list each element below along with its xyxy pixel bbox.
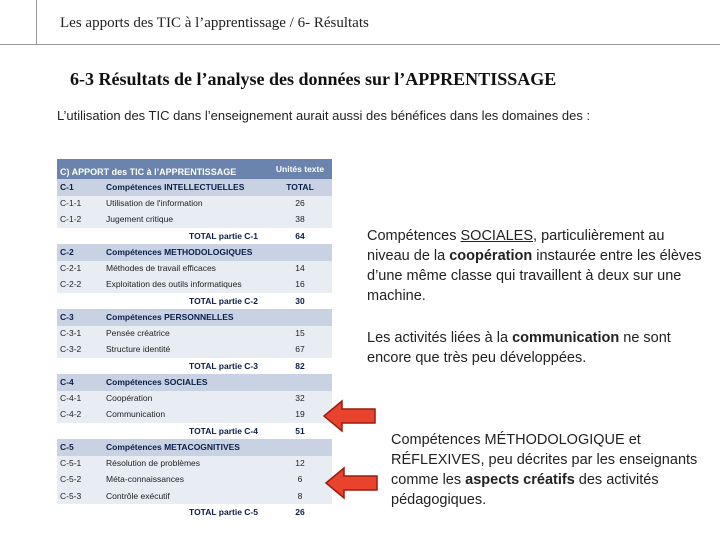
- row-label: Compétences SOCIALES: [103, 374, 268, 390]
- row-value: [268, 244, 332, 260]
- row-value: 19: [268, 407, 332, 423]
- row-value: 26: [268, 196, 332, 212]
- row-label: Coopération: [103, 391, 268, 407]
- row-value: 12: [268, 456, 332, 472]
- total-row: [57, 358, 332, 374]
- row-value: 14: [268, 261, 332, 277]
- row-label: Compétences PERSONNELLES: [103, 309, 268, 325]
- row-code: C-3-2: [57, 342, 103, 358]
- row-label: Compétences METACOGNITIVES: [103, 439, 268, 455]
- results-table: [57, 159, 332, 521]
- table-row: [57, 407, 332, 423]
- row-value: TOTAL: [268, 179, 332, 195]
- row-label: Communication: [103, 407, 268, 423]
- row-value: 38: [268, 212, 332, 228]
- slide-header-title: Les apports des TIC à l’apprentissage / 6- Résultats: [60, 15, 369, 31]
- table-row: [57, 277, 332, 293]
- total-label: TOTAL partie C-1: [57, 228, 268, 244]
- table-row: [57, 391, 332, 407]
- row-label: Compétences INTELLECTUELLES: [103, 179, 268, 195]
- row-label: Résolution de problèmes: [103, 456, 268, 472]
- table-row: [57, 261, 332, 277]
- row-value: 26: [268, 504, 332, 520]
- row-label: Utilisation de l'information: [103, 196, 268, 212]
- arrow-left-icon: [322, 398, 378, 434]
- table-row: [57, 456, 332, 472]
- header-vertical-rule: [36, 0, 37, 44]
- row-label: Contrôle exécutif: [103, 488, 268, 504]
- category-row: [57, 179, 332, 195]
- row-value: 15: [268, 326, 332, 342]
- row-label: Exploitation des outils informatiques: [103, 277, 268, 293]
- table-title: C) APPORT des TIC à l’APPRENTISSAGE: [57, 159, 268, 179]
- row-code: C-4: [57, 374, 103, 390]
- total-row: [57, 504, 332, 520]
- row-code: C-2: [57, 244, 103, 260]
- row-value: 8: [268, 488, 332, 504]
- note-communication: Les activités liées à la communication ne sont encore que très peu développées.: [367, 330, 671, 366]
- row-value: 30: [268, 293, 332, 309]
- row-code: C-1: [57, 179, 103, 195]
- row-label: Structure identité: [103, 342, 268, 358]
- total-row: [57, 293, 332, 309]
- unit-header: Unités texte: [268, 159, 332, 179]
- row-value: 6: [268, 472, 332, 488]
- row-code: C-5-1: [57, 456, 103, 472]
- arrow-left-icon: [324, 465, 380, 501]
- table-row: [57, 212, 332, 228]
- table-row: [57, 342, 332, 358]
- total-label: TOTAL partie C-3: [57, 358, 268, 374]
- row-label: Méthodes de travail efficaces: [103, 261, 268, 277]
- total-row: [57, 423, 332, 439]
- table-header-row: [57, 159, 332, 179]
- table-row: [57, 196, 332, 212]
- category-row: [57, 244, 332, 260]
- table-row: [57, 472, 332, 488]
- row-code: C-4-2: [57, 407, 103, 423]
- row-code: C-3-1: [57, 326, 103, 342]
- section-title: 6-3 Résultats de l’analyse des données sur l’APPRENTISSAGE: [70, 69, 557, 89]
- row-code: C-2-1: [57, 261, 103, 277]
- row-label: Compétences METHODOLOGIQUES: [103, 244, 268, 260]
- total-label: TOTAL partie C-2: [57, 293, 268, 309]
- total-label: TOTAL partie C-5: [57, 504, 268, 520]
- row-code: C-3: [57, 309, 103, 325]
- row-label: Pensée créatrice: [103, 326, 268, 342]
- row-code: C-4-1: [57, 391, 103, 407]
- note-sociales: Compétences SOCIALES, particulièrement au niveau de la coopération instaurée entre les élèves d’une même classe qui travaillent à deux sur une machine.: [367, 228, 702, 304]
- category-row: [57, 374, 332, 390]
- total-row: [57, 228, 332, 244]
- table-row: [57, 488, 332, 504]
- row-code: C-1-2: [57, 212, 103, 228]
- row-value: 32: [268, 391, 332, 407]
- category-row: [57, 439, 332, 455]
- row-label: Méta-connaissances: [103, 472, 268, 488]
- table-row: [57, 326, 332, 342]
- row-code: C-1-1: [57, 196, 103, 212]
- note-methodologique: Compétences MÉTHODOLOGIQUE et RÉFLEXIVES, peu décrites par les enseignants comme les aspects créatifs des activités pédagogiques.: [391, 432, 698, 508]
- row-code: C-2-2: [57, 277, 103, 293]
- total-label: TOTAL partie C-4: [57, 423, 268, 439]
- category-row: [57, 309, 332, 325]
- row-code: C-5-3: [57, 488, 103, 504]
- row-code: C-5: [57, 439, 103, 455]
- row-value: [268, 439, 332, 455]
- row-value: 16: [268, 277, 332, 293]
- row-value: 64: [268, 228, 332, 244]
- row-value: [268, 374, 332, 390]
- intro-text: L’utilisation des TIC dans l’enseignement aurait aussi des bénéfices dans les domaines des :: [57, 108, 591, 123]
- row-value: 67: [268, 342, 332, 358]
- row-label: Jugement critique: [103, 212, 268, 228]
- row-value: [268, 309, 332, 325]
- header-rule: [0, 44, 720, 45]
- row-code: C-5-2: [57, 472, 103, 488]
- row-value: 82: [268, 358, 332, 374]
- row-value: 51: [268, 423, 332, 439]
